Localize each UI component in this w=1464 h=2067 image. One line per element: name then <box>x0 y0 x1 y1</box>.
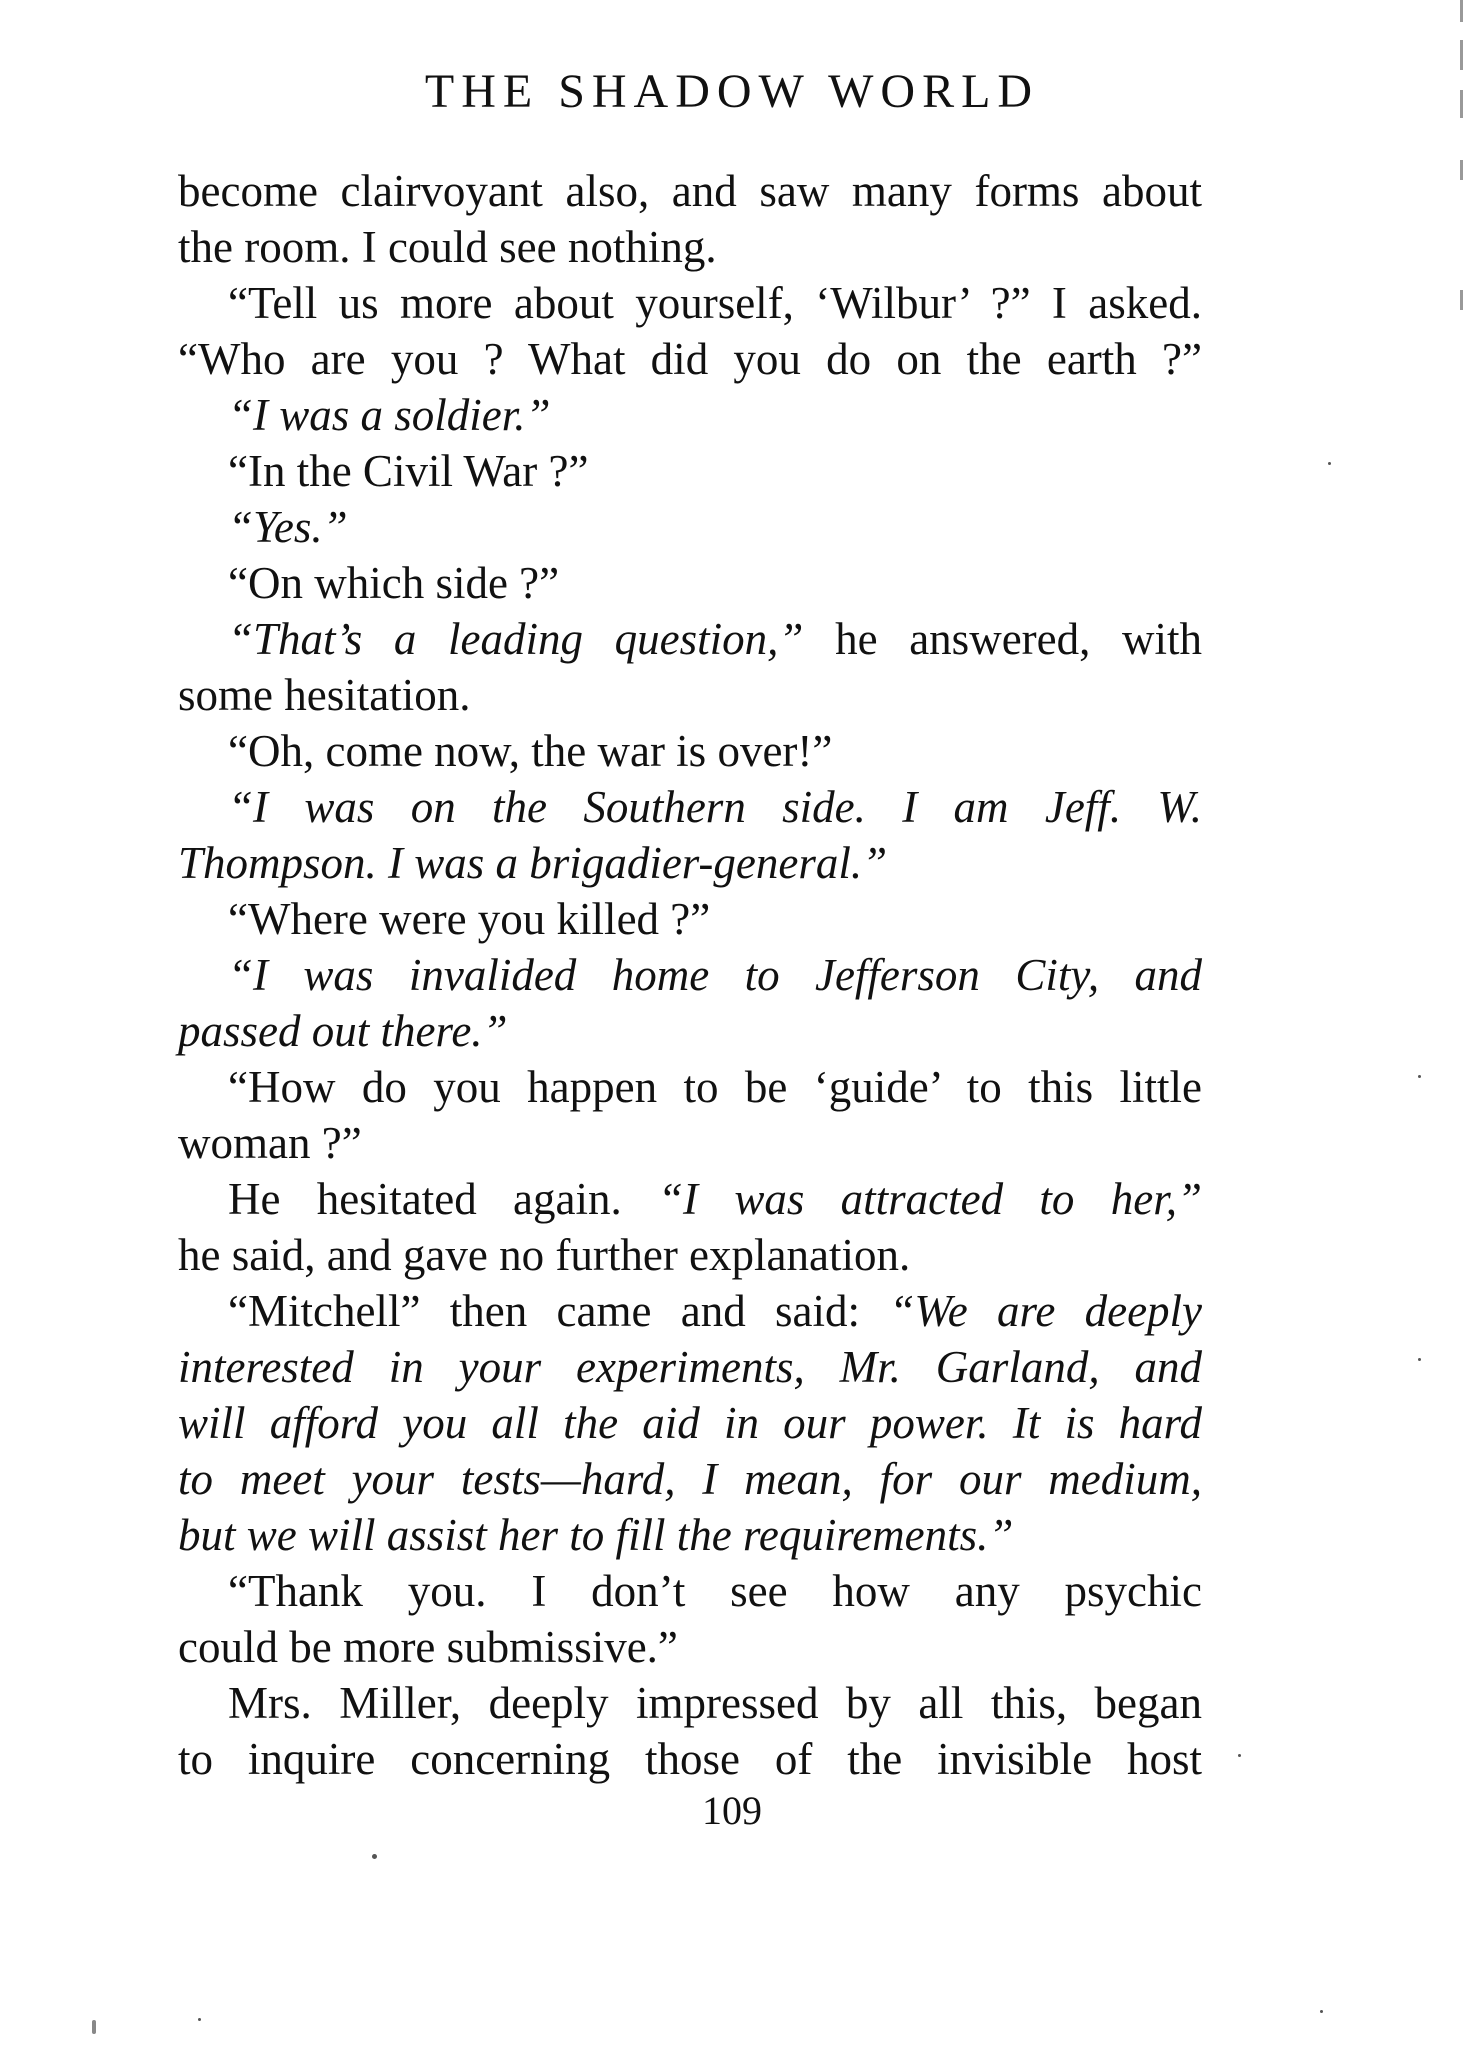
text-line <box>178 1283 1202 1339</box>
text-line: woman ?” <box>178 1118 362 1168</box>
ink-speck <box>1238 1754 1241 1757</box>
text-line: “In the Civil War ?” <box>228 446 589 496</box>
text-line <box>178 611 1202 667</box>
text-line: to meet your tests—hard, I mean, for our medium, <box>178 1454 1202 1504</box>
ink-speck <box>1320 2010 1323 2013</box>
text-line: “Oh, come now, the war is over!” <box>228 726 833 776</box>
narration: he answered, with <box>835 614 1203 664</box>
italic-speech: “We are deeply <box>889 1286 1203 1336</box>
text-line: “Where were you killed ?” <box>228 894 711 944</box>
text-line: but we will assist her to fill the requirements.” <box>178 1510 1014 1560</box>
ink-speck <box>92 2020 96 2034</box>
ink-speck <box>1328 462 1331 465</box>
running-head: THE SHADOW WORLD <box>424 65 1040 118</box>
ink-speck <box>1418 1075 1421 1078</box>
text-line: “Who are you ? What did you do on the earth ?” <box>178 334 1202 384</box>
italic-speech: “I was attracted to her,” <box>658 1174 1203 1224</box>
text-line: some hesitation. <box>178 670 471 720</box>
text-line: will afford you all the aid in our power. It is hard <box>178 1398 1202 1448</box>
text-line: could be more submissive.” <box>178 1622 678 1672</box>
page-number: 109 <box>702 1788 762 1833</box>
ink-speck <box>1418 1358 1421 1361</box>
text-line: “Thank you. I don’t see how any psychic <box>228 1566 1202 1616</box>
text-line: “I was a soldier.” <box>228 390 551 440</box>
text-line: Thompson. I was a brigadier-general.” <box>178 838 888 888</box>
narration: “Mitchell” then came and said: <box>228 1286 860 1336</box>
body-text <box>178 163 1202 1787</box>
text-line: “On which side ?” <box>228 558 560 608</box>
text-line: passed out there.” <box>178 1006 508 1056</box>
italic-speech: “That’s a leading question,” <box>228 614 804 664</box>
text-line: he said, and gave no further explanation. <box>178 1230 911 1280</box>
text-line: “I was on the Southern side. I am Jeff. W. <box>228 782 1202 832</box>
text-line <box>178 1171 1202 1227</box>
text-line: interested in your experiments, Mr. Garland, and <box>178 1342 1202 1392</box>
text-line: become clairvoyant also, and saw many forms about <box>178 166 1202 216</box>
text-line: “Yes.” <box>228 502 348 552</box>
ink-speck <box>372 1854 377 1859</box>
scan-edge-marks <box>1458 0 1464 520</box>
narration: He hesitated again. <box>228 1174 622 1224</box>
text-line: “I was invalided home to Jefferson City, and <box>228 950 1202 1000</box>
text-line: the room. I could see nothing. <box>178 222 717 272</box>
text-line: “How do you happen to be ‘guide’ to this little <box>228 1062 1202 1112</box>
text-line: Mrs. Miller, deeply impressed by all this, began <box>228 1678 1202 1728</box>
ink-speck <box>198 2018 201 2021</box>
text-line: to inquire concerning those of the invisible host <box>178 1734 1202 1784</box>
text-line: “Tell us more about yourself, ‘Wilbur’ ?” I asked. <box>228 278 1202 328</box>
